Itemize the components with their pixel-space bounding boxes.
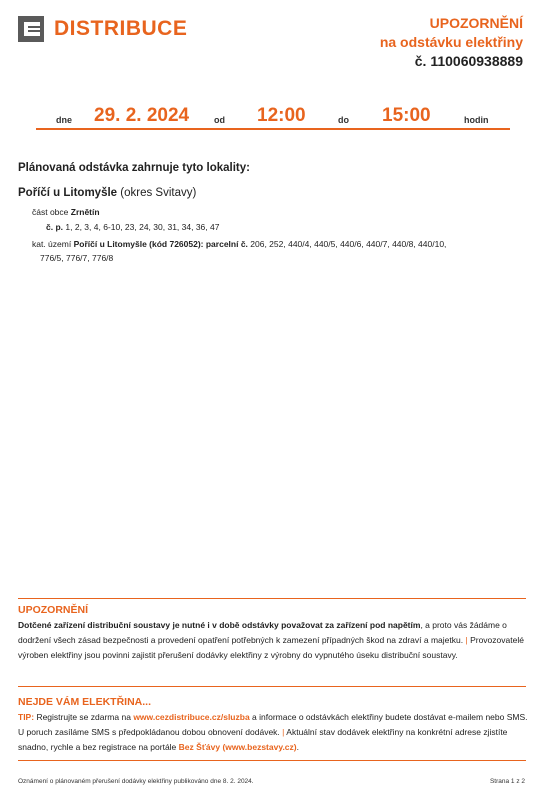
page-number: Strana 1 z 2 [489, 778, 525, 785]
municipality [18, 187, 196, 199]
part-name: Zrnětín [70, 207, 100, 217]
notice-subtitle: na odstávku elektřiny [379, 34, 523, 50]
brand-logo [18, 16, 187, 42]
divider [18, 598, 526, 599]
locations-intro: Plánovaná odstávka zahrnuje tyto lokality: [18, 162, 250, 174]
house-numbers: č. p. 1, 2, 3, 4, 6-10, 23, 24, 30, 31, 34, 36, 47 [46, 222, 220, 232]
cadastral-name: Poříčí u Litomyšle (kód 726052): parcelní č. [73, 239, 248, 249]
from-label: od [214, 115, 225, 125]
unit-label: hodin [464, 115, 489, 125]
publication-note: Oznámení o plánovaném přerušení dodávky elektřiny publikováno dne 8. 2. 2024. [18, 778, 254, 785]
bezstavy-name[interactable]: Bez Šťávy [178, 742, 221, 752]
registration-link[interactable]: www.cezdistribuce.cz/sluzba [133, 712, 250, 722]
warning-title: UPOZORNĚNÍ [18, 604, 89, 616]
notice-header [380, 14, 523, 71]
divider [18, 760, 526, 761]
notice-title: UPOZORNĚNÍ [429, 15, 523, 31]
municipality-part: část obce Zrnětín [32, 207, 100, 217]
divider [18, 686, 526, 687]
municipality-name: Poříčí u Litomyšle [18, 187, 118, 199]
parcel-numbers-cont: 776/5, 776/7, 776/8 [40, 253, 114, 263]
bezstavy-link[interactable]: (www.bezstavy.cz) [222, 742, 297, 752]
parcel-numbers: 206, 252, 440/4, 440/5, 440/6, 440/7, 440/8, 440/10, [250, 239, 447, 249]
logo-text: DISTRIBUCE [54, 17, 188, 40]
to-time: 15:00 [382, 105, 431, 126]
cadastral-area: kat. území Poříčí u Litomyšle (kód 726052): parcelní č. 206, 252, 440/4, 440/5, 440/6, 440/7, 440/8, 440/10, 776/5, 776/7, 776/8 [32, 237, 532, 265]
notice-number: č. 110060938889 [414, 53, 523, 69]
to-label: do [338, 115, 349, 125]
outage-schedule [36, 104, 510, 130]
from-time: 12:00 [257, 105, 306, 126]
tip-text: TIP: Registrujte se zdarma na www.cezdistribuce.cz/sluzba a informace o odstávkách elektřiny budete dostávat e-mailem nebo SMS. U poruch zasíláme SMS s předpokládanou dobou obnovení dodávek. | Aktuální stav dodávek elektřiny na konkrétní adrese zjistíte snadno, rychle a bez registrace na portále Bez Šťávy (www.bezstavy.cz). [18, 712, 528, 752]
warning-text: Dotčené zařízení distribuční soustavy je nutné i v době odstávky považovat za zařízení pod napětím, a proto vás žádáme o dodržení všech zásad bezpečnosti a provedení opatření potřebných k zamezení případných škod na zdraví a majetku. | Provozovatelé výroben elektřiny jsou povinni zajistit přerušení dodávky elektřiny z výrobny do vypnutého úseku distribuční soustavy. [18, 620, 524, 660]
cez-logo-icon [18, 16, 44, 42]
outage-date: 29. 2. 2024 [94, 105, 190, 126]
date-prefix: dne [56, 115, 73, 125]
tip-title: NEJDE VÁM ELEKTŘINA... [18, 696, 152, 708]
municipality-district: (okres Svitavy) [120, 187, 197, 199]
